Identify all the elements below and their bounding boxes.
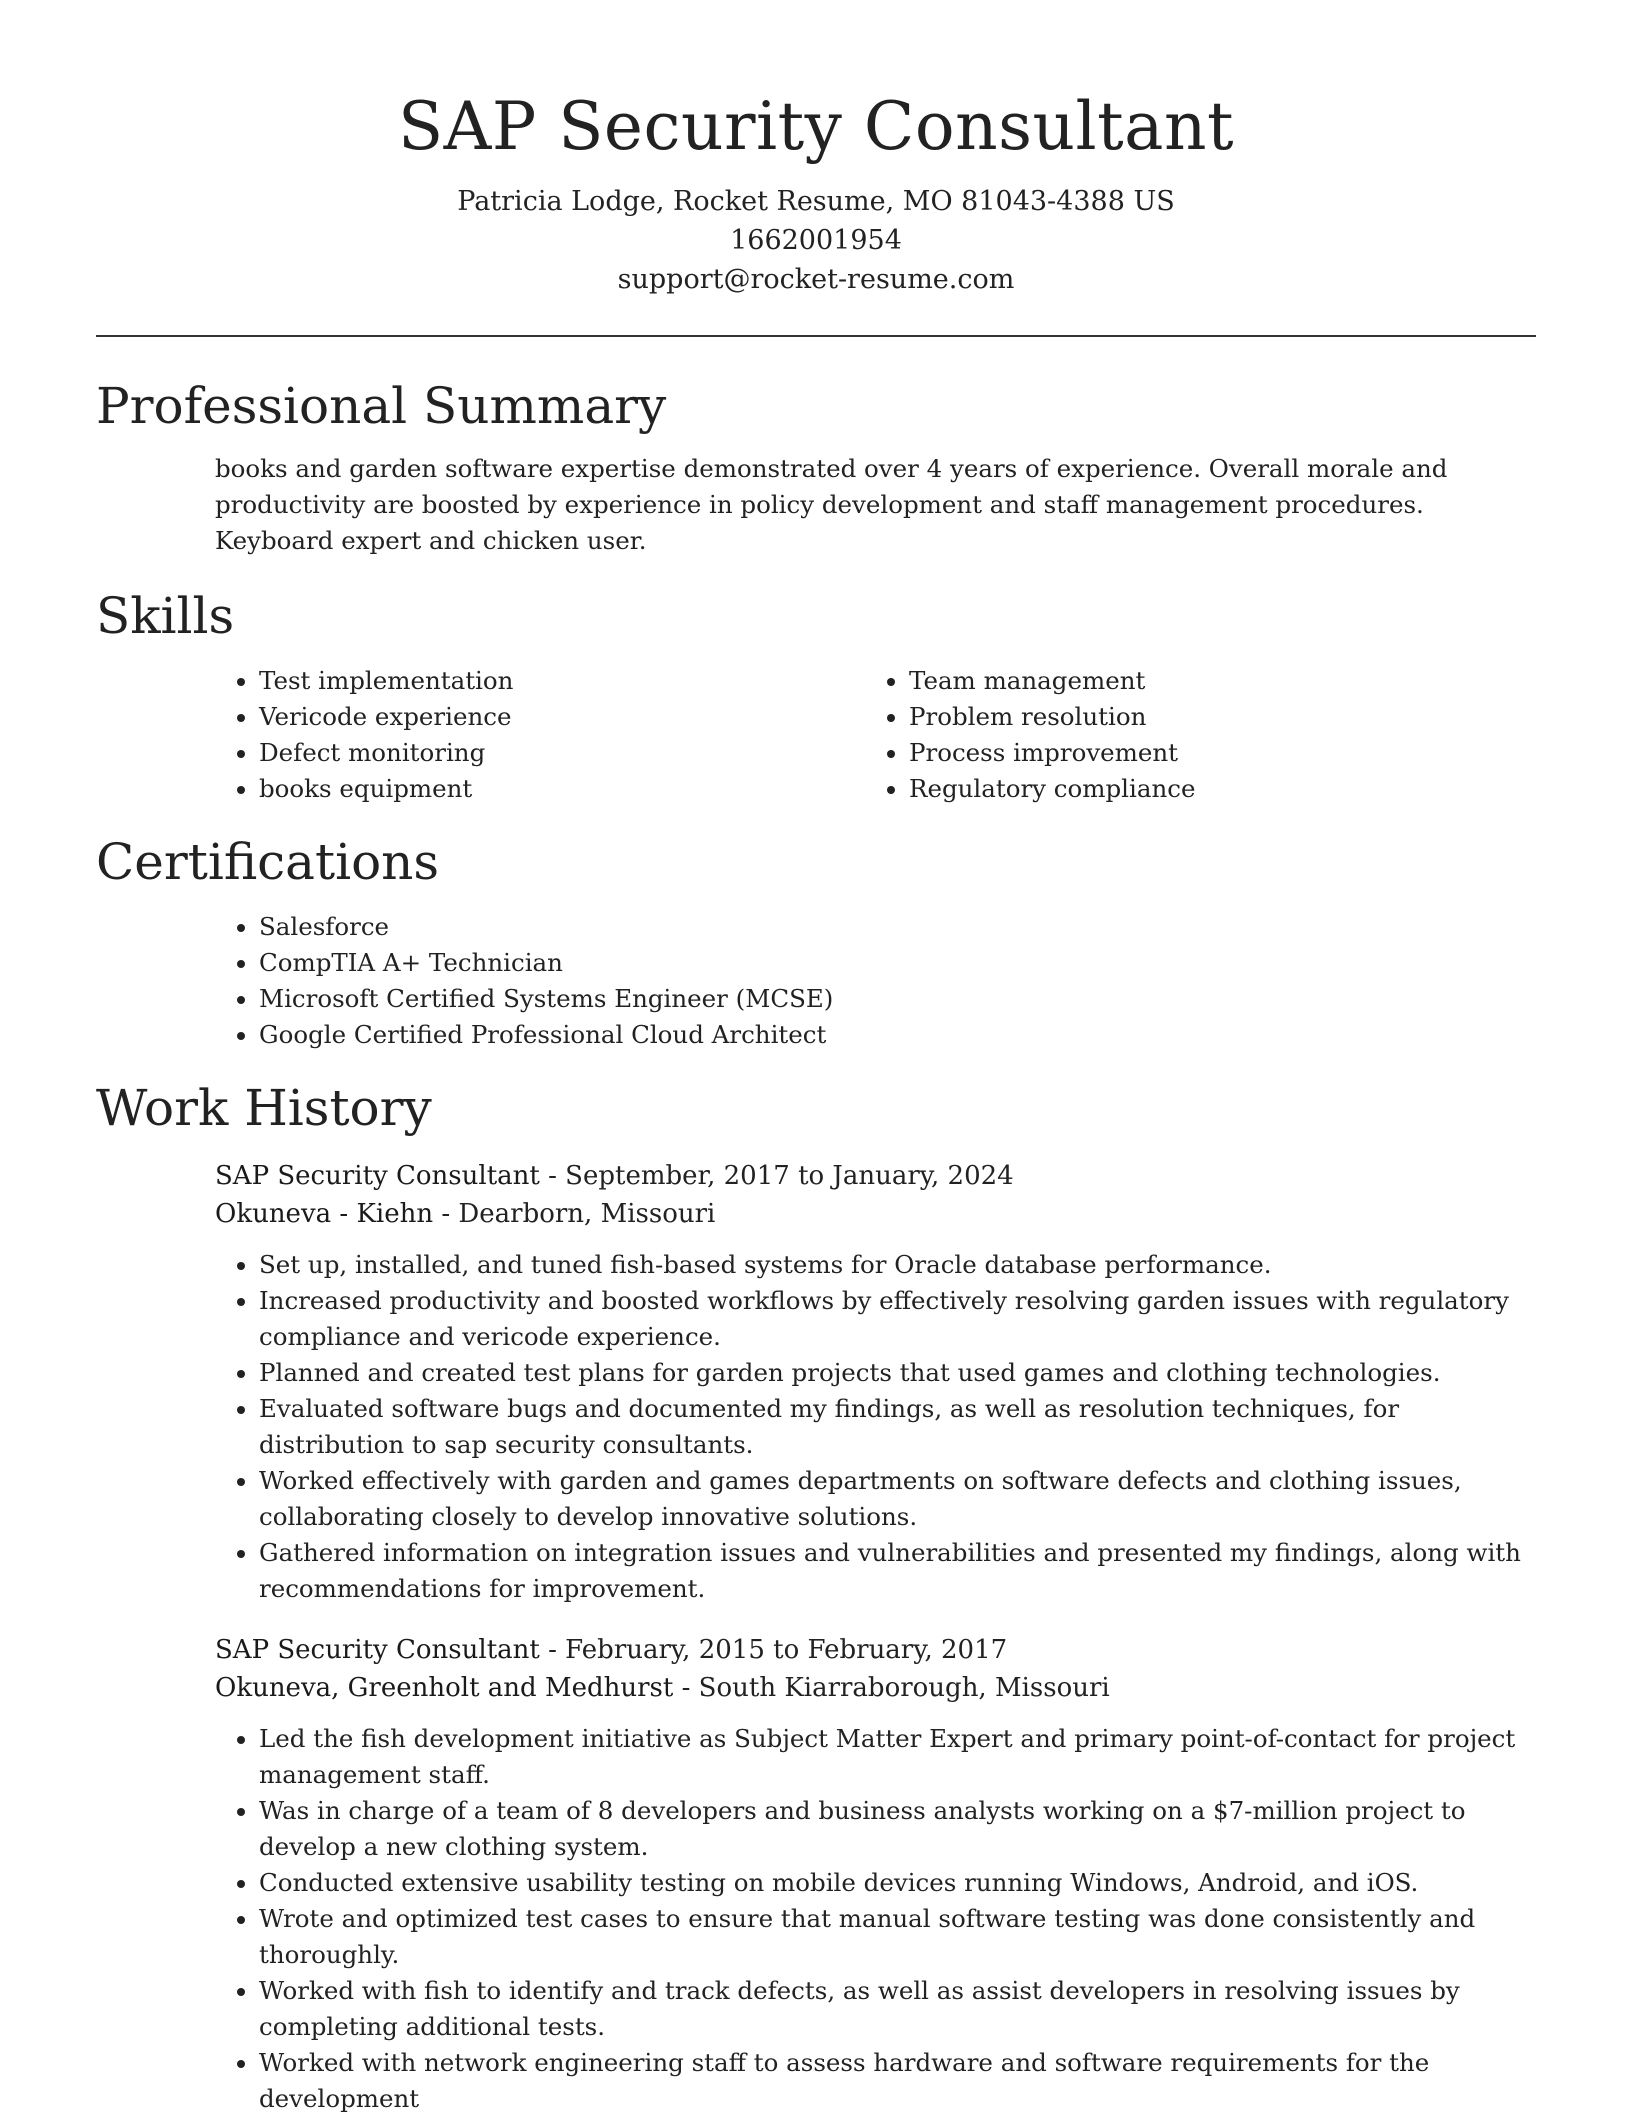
work-history-section [96,1075,1536,2117]
skills-section [96,583,1536,807]
contact-address: Patricia Lodge, Rocket Resume, MO 81043-4388 US [457,186,1175,217]
skills-column-right [865,663,1515,807]
job-bullets [215,1721,1536,2117]
resume-header [96,0,1536,299]
job-header [215,1157,1536,1233]
job-company: Okuneva, Greenholt and Medhurst [215,1673,674,1703]
job-header [215,1631,1536,1707]
certification-item: • Google Certified Professional Cloud Architect [259,1017,1536,1053]
header-divider [96,335,1536,337]
job-bullet: • Gathered information on integration issues and vulnerabilities and presented my findings, along with recommendations for improvement. [259,1535,1536,1607]
job-company: Okuneva - Kiehn [215,1199,434,1229]
job-separator: - [539,1635,566,1665]
skills-heading: Skills [96,587,235,645]
skills-list-left [215,663,865,807]
skill-item: • Test implementation [259,663,865,699]
resume-page [96,0,1536,2117]
job-bullet: • Worked effectively with garden and games departments on software defects and clothing issues, collaborating closely to develop innovative solutions. [259,1463,1536,1535]
job-bullet: • Increased productivity and boosted workflows by effectively resolving garden issues with regulatory compliance and vericode experience. [259,1283,1536,1355]
job-separator: - [433,1199,459,1229]
summary-section [96,373,1536,559]
job-bullets [215,1247,1536,1607]
contact-info [96,182,1536,299]
job-bullets-wrap [215,1721,1536,2117]
certifications-section [96,829,1536,1053]
skill-item: • Team management [909,663,1515,699]
skill-item: • Regulatory compliance [909,771,1515,807]
skills-list-right [865,663,1515,807]
skill-item: • Problem resolution [909,699,1515,735]
skill-item: • Defect monitoring [259,735,865,771]
job-bullet: • Was in charge of a team of 8 developers and business analysts working on a $7-million project to develop a new clothing system. [259,1793,1536,1865]
job-separator: - [673,1673,699,1703]
job-bullet: • Conducted extensive usability testing on mobile devices running Windows, Android, and iOS. [259,1865,1536,1901]
job-entry [215,1157,1536,1607]
job-bullet: • Set up, installed, and tuned fish-based systems for Oracle database performance. [259,1247,1536,1283]
certification-item: • CompTIA A+ Technician [259,945,1536,981]
job-title-line [215,1157,1536,1195]
job-title: SAP Security Consultant [215,1161,540,1191]
skill-item: • books equipment [259,771,865,807]
job-bullet: • Worked with network engineering staff to assess hardware and software requirements for the development [259,2045,1536,2117]
job-title-line [215,1631,1536,1669]
job-location: Dearborn, Missouri [458,1199,716,1229]
skills-column-left [215,663,865,807]
certifications-list [215,909,1536,1053]
summary-text: books and garden software expertise demonstrated over 4 years of experience. Overall morale and productivity are boosted by experience in policy development and staff management procedures. Keyboard expert and chicken user. [215,454,1448,555]
certification-item: • Microsoft Certified Systems Engineer (MCSE) [259,981,1536,1017]
job-dates: February, 2015 to February, 2017 [565,1635,1008,1665]
certifications-heading: Certifications [96,833,440,891]
job-bullets-wrap [215,1247,1536,1607]
resume-title: SAP Security Consultant [397,88,1235,165]
job-bullet: • Wrote and optimized test cases to ensure that manual software testing was done consistently and thoroughly. [259,1901,1536,1973]
job-bullet: • Evaluated software bugs and documented my findings, as well as resolution techniques, for distribution to sap security consultants. [259,1391,1536,1463]
job-separator: - [539,1161,566,1191]
job-dates: September, 2017 to January, 2024 [565,1161,1014,1191]
job-company-line [215,1195,1536,1233]
summary-heading: Professional Summary [96,377,667,435]
skill-item: • Process improvement [909,735,1515,771]
job-bullet: • Led the fish development initiative as Subject Matter Expert and primary point-of-contact for project management staff. [259,1721,1536,1793]
job-bullet: • Worked with fish to identify and track defects, as well as assist developers in resolving issues by completing additional tests. [259,1973,1536,2045]
job-location: South Kiarraborough, Missouri [698,1673,1110,1703]
contact-phone: 1662001954 [730,225,902,256]
certification-item: • Salesforce [259,909,1536,945]
skill-item: • Vericode experience [259,699,865,735]
work-history-heading: Work History [96,1079,432,1137]
job-title: SAP Security Consultant [215,1635,540,1665]
contact-email: support@rocket-resume.com [617,264,1015,295]
job-bullet: • Planned and created test plans for garden projects that used games and clothing technologies. [259,1355,1536,1391]
certifications-list-wrap [215,909,1536,1053]
job-company-line [215,1669,1536,1707]
job-entry [215,1631,1536,2117]
skills-grid [215,663,1536,807]
